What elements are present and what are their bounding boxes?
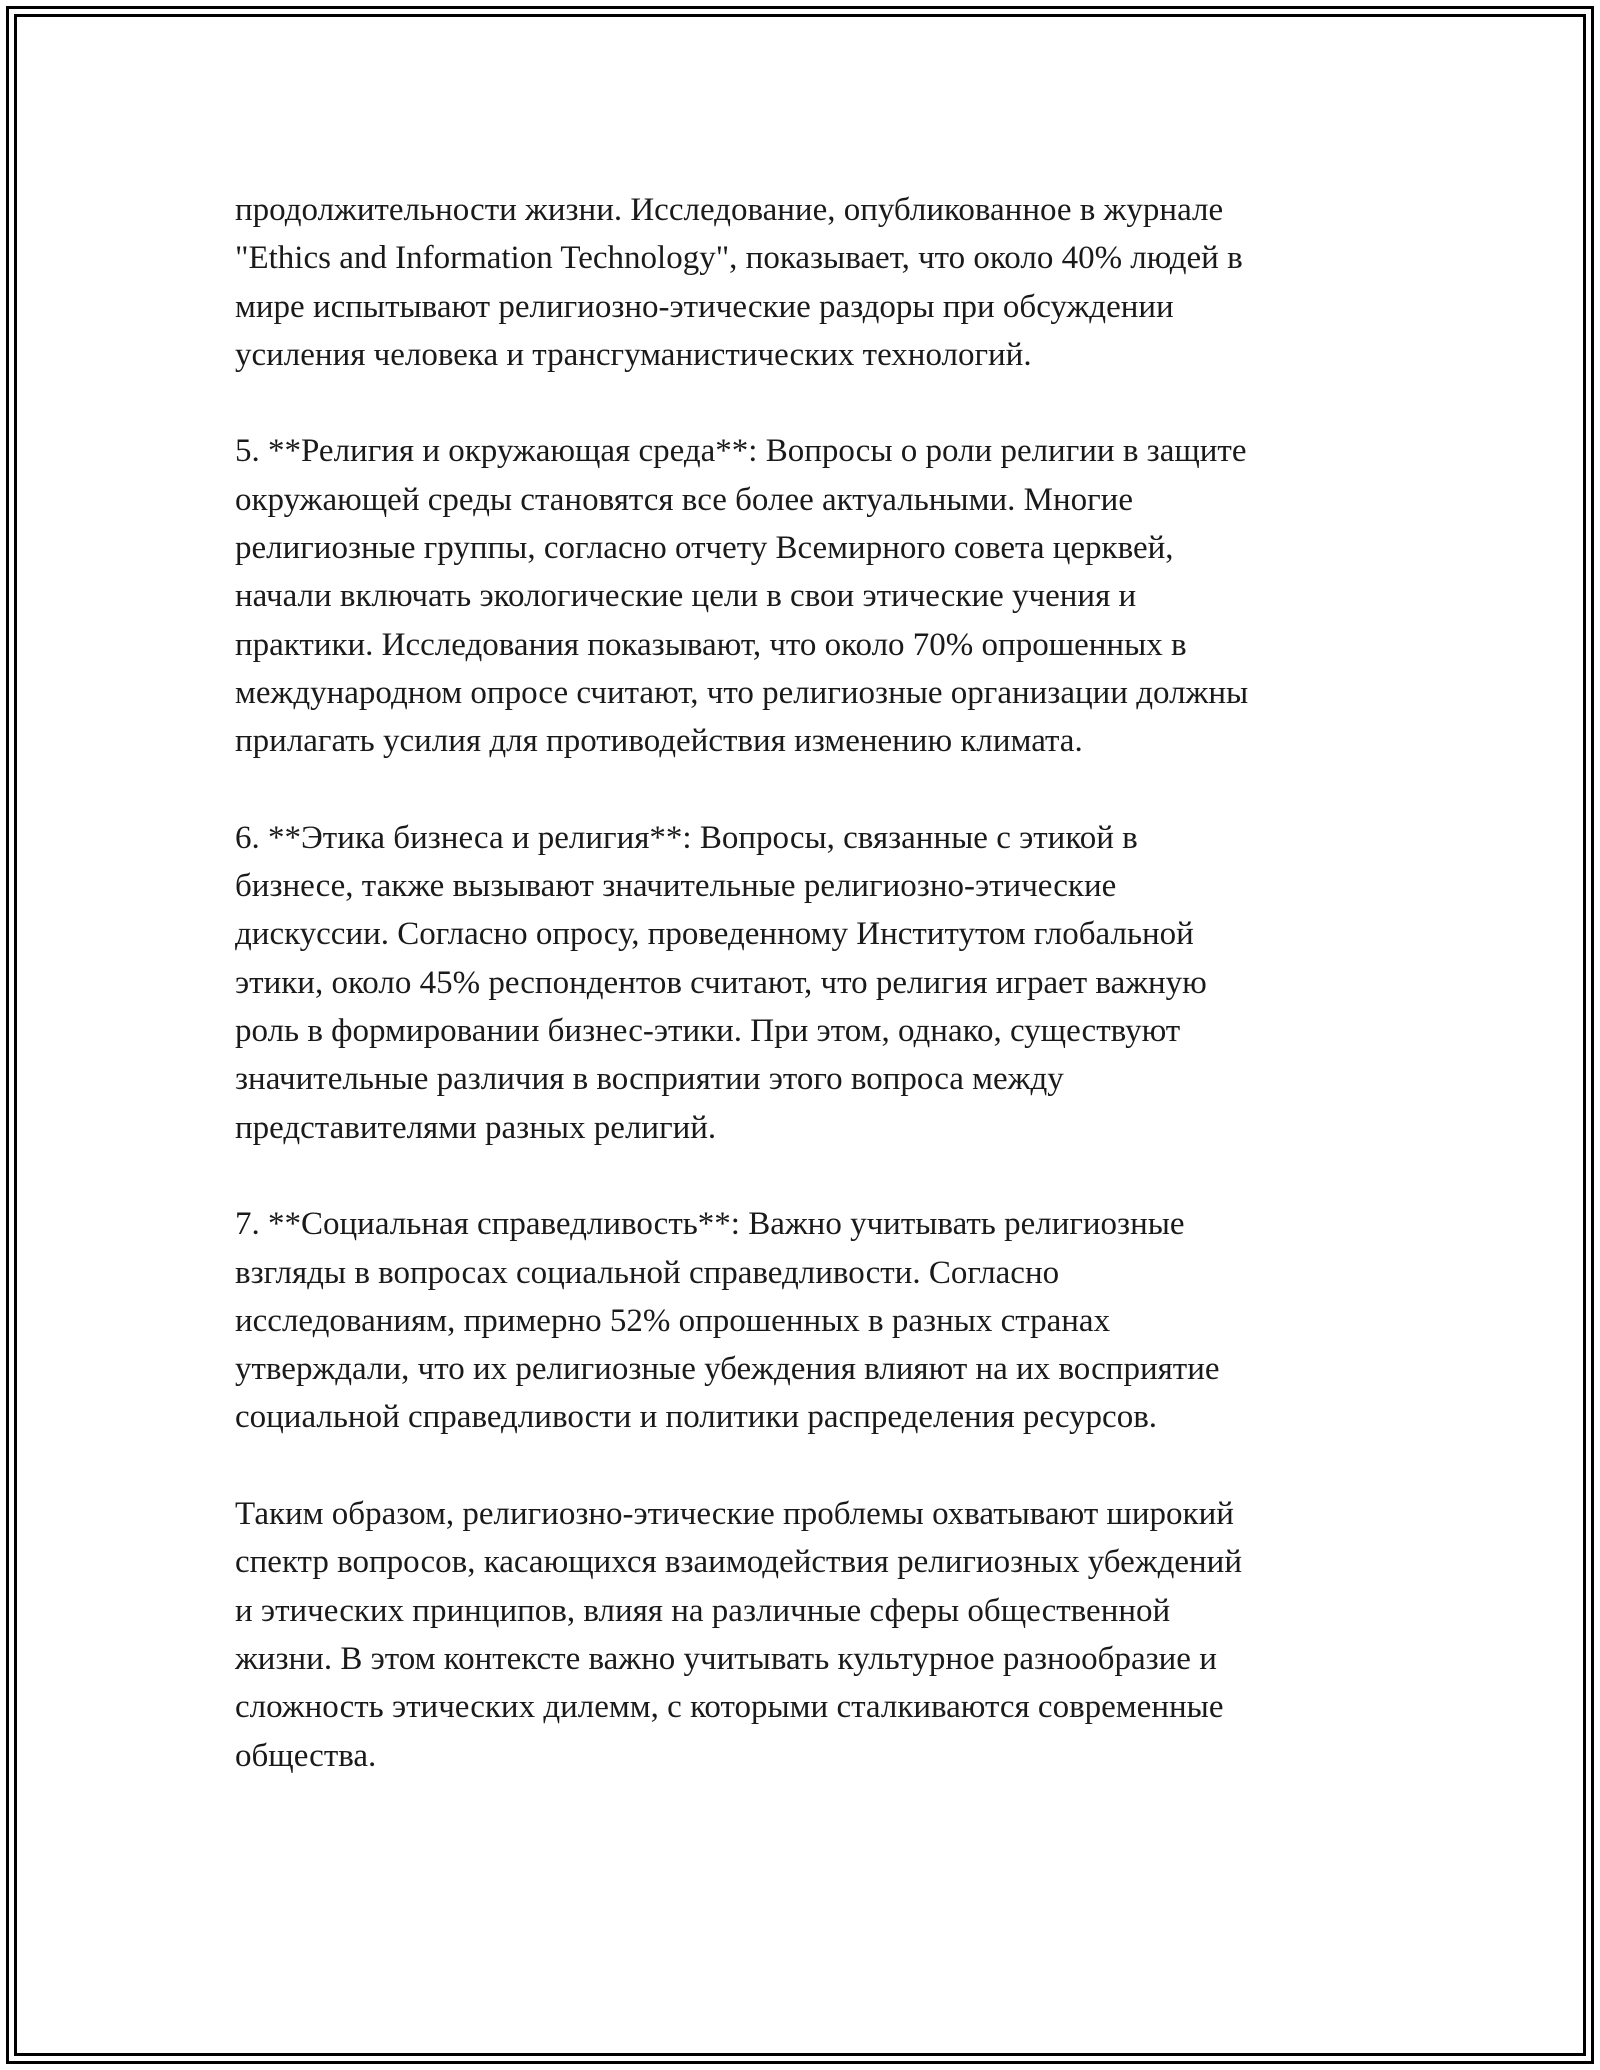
paragraph-intro-continuation: продолжительности жизни. Исследование, опубликованное в журнале "Ethics and Information Technology", показывает, что около 40% людей в мире испытывают религиозно-этические раздоры при обсуждении усиления человека и трансгуманистических технологий. [235,192,1243,373]
paragraph-business-ethics: 6. **Этика бизнеса и религия**: Вопросы, связанные с этикой в бизнесе, также вызывают значительные религиозно-этические дискуссии. Согласно опросу, проведенному Институтом глобальной этики, около 45% респондентов считают, что религия играет важную роль в формировании бизнес-этики. При этом, однако, существуют значительные различия в восприятии этого вопроса между представителями разных религий. [235,819,1207,1146]
paragraph-religion-environment: 5. **Религия и окружающая среда**: Вопросы о роли религии в защите окружающей среды становятся все более актуальными. Многие религиозные группы, согласно отчету Всемирного совета церквей, начали включать экологические цели в свои этические учения и практики. Исследования показывают, что около 70% опрошенных в международном опросе считают, что религиозные организации должны прилагать усилия для противодействия изменению климата. [235,433,1249,760]
document-body [235,186,1375,1828]
paragraph-social-justice: 7. **Социальная справедливость**: Важно учитывать религиозные взгляды в вопросах социальной справедливости. Согласно исследованиям, примерно 52% опрошенных в разных странах утверждали, что их религиозные убеждения влияют на их восприятие социальной справедливости и политики распределения ресурсов. [235,1206,1220,1436]
paragraph-conclusion: Таким образом, религиозно-этические проблемы охватывают широкий спектр вопросов, касающихся взаимодействия религиозных убеждений и этических принципов, влияя на различные сферы общественной жизни. В этом контексте важно учитывать культурное разнообразие и сложность этических дилемм, с которыми сталкиваются современные общества. [235,1496,1242,1774]
